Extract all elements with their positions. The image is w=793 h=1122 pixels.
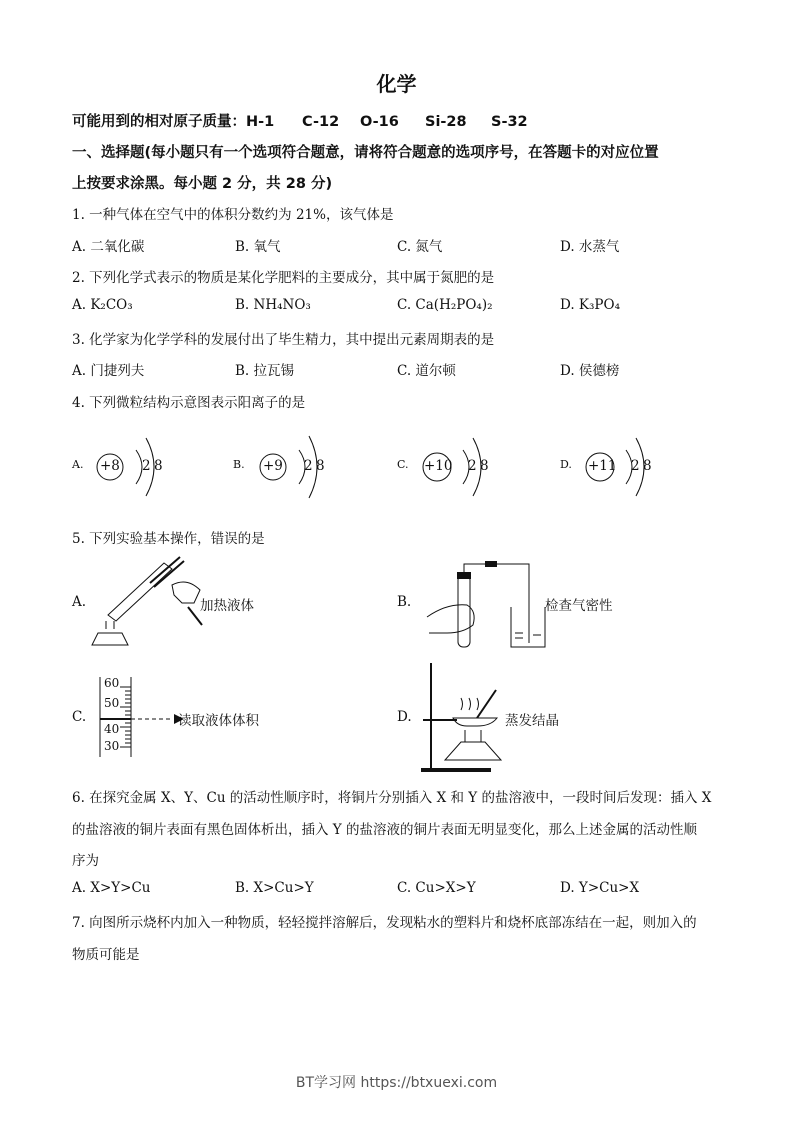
q1-option-b[interactable]: B. 氧气 [235, 239, 281, 255]
question-7-stem-line2: 物质可能是 [72, 947, 140, 963]
mass-c: C-12 [302, 114, 340, 130]
footer-watermark: BT学习网 https://btxuexi.com [295, 1075, 498, 1091]
mass-o: O-16 [360, 114, 399, 130]
q5-option-d[interactable] [397, 660, 617, 775]
scale-50: 50 [104, 696, 120, 710]
option-caption: 加热液体 [200, 598, 254, 614]
scale-30: 30 [104, 739, 120, 753]
q3-option-b[interactable]: B. 拉瓦锡 [235, 363, 295, 379]
q6-option-d[interactable]: D. Y>Cu>X [560, 880, 640, 896]
atomic-mass-line [72, 110, 528, 131]
q3-option-d[interactable]: D. 侯德榜 [560, 363, 620, 379]
page-title: 化学 [376, 72, 417, 96]
q2-option-d[interactable]: D. K₃PO₄ [560, 297, 620, 313]
q5-option-a[interactable] [72, 555, 292, 650]
option-letter: D. [397, 709, 412, 725]
q4-option-c[interactable] [397, 430, 537, 510]
shell-2: 8 [154, 458, 163, 474]
option-letter: A. [72, 458, 84, 471]
shell-2: 8 [643, 458, 652, 474]
q4-option-a[interactable] [72, 430, 212, 510]
q6-option-a[interactable]: A. X>Y>Cu [72, 880, 151, 896]
mass-s: S-32 [491, 114, 528, 130]
shell-1: 2 [142, 458, 151, 474]
q1-option-d[interactable]: D. 水蒸气 [560, 239, 620, 255]
option-letter: D. [560, 458, 572, 471]
option-letter: A. [72, 594, 87, 610]
mass-si: Si-28 [425, 114, 467, 130]
option-letter: B. [233, 458, 245, 471]
q3-option-a[interactable]: A. 门捷列夫 [72, 363, 145, 379]
q5-option-b[interactable] [397, 555, 657, 650]
shell-1: 2 [304, 458, 313, 474]
scale-60: 60 [104, 676, 120, 690]
nucleus-charge: +8 [100, 458, 120, 474]
option-caption: 读取液体体积 [178, 713, 259, 729]
mass-h: H-1 [246, 114, 275, 130]
q5-option-c[interactable] [72, 672, 292, 762]
option-caption: 检查气密性 [545, 598, 613, 614]
section-heading-line2: 上按要求涂黑。每小题 2 分，共 28 分) [72, 176, 333, 192]
shell-1: 2 [631, 458, 640, 474]
option-letter: C. [397, 458, 409, 471]
nucleus-charge: +10 [424, 458, 453, 474]
q3-option-c[interactable]: C. 道尔顿 [397, 363, 456, 379]
shell-1: 2 [468, 458, 477, 474]
q2-option-b[interactable]: B. NH₄NO₃ [235, 297, 311, 313]
q1-option-c[interactable]: C. 氮气 [397, 239, 443, 255]
nucleus-charge: +11 [588, 458, 617, 474]
question-4-stem: 4. 下列微粒结构示意图表示阳离子的是 [72, 395, 306, 411]
question-3-stem: 3. 化学家为化学学科的发展付出了毕生精力，其中提出元素周期表的是 [72, 332, 495, 348]
q6-option-c[interactable]: C. Cu>X>Y [397, 880, 476, 896]
question-5-stem: 5. 下列实验基本操作，错误的是 [72, 531, 265, 547]
question-2-stem: 2. 下列化学式表示的物质是某化学肥料的主要成分，其中属于氮肥的是 [72, 270, 495, 286]
option-letter: B. [397, 594, 412, 610]
question-7-stem-line1: 7. 向图所示烧杯内加入一种物质，轻轻搅拌溶解后，发现粘水的塑料片和烧杯底部冻结在一起，则加入的 [72, 915, 697, 931]
question-6-stem-line2: 的盐溶液的铜片表面有黑色固体析出，插入 Y 的盐溶液的铜片表面无明显变化，那么上述金属的活动性顺 [72, 822, 697, 838]
section-heading-line1: 一、选择题(每小题只有一个选项符合题意，请将符合题意的选项序号，在答题卡的对应位置 [72, 145, 659, 161]
q4-option-b[interactable] [233, 430, 373, 510]
option-caption: 蒸发结晶 [505, 713, 559, 729]
q1-option-a[interactable]: A. 二氧化碳 [72, 239, 145, 255]
q2-option-c[interactable]: C. Ca(H₂PO₄)₂ [397, 297, 493, 313]
option-letter: C. [72, 709, 87, 725]
q4-option-d[interactable] [560, 430, 700, 510]
shell-2: 8 [316, 458, 325, 474]
question-1-stem: 1. 一种气体在空气中的体积分数约为 21%，该气体是 [72, 207, 394, 223]
nucleus-charge: +9 [263, 458, 283, 474]
atomic-mass-label: 可能用到的相对原子质量： [72, 114, 246, 130]
question-6-stem-line3: 序为 [72, 853, 99, 869]
q2-option-a[interactable]: A. K₂CO₃ [72, 297, 133, 313]
scale-40: 40 [104, 722, 120, 736]
q6-option-b[interactable]: B. X>Cu>Y [235, 880, 314, 896]
question-6-stem-line1: 6. 在探究金属 X、Y、Cu 的活动性顺序时，将铜片分别插入 X 和 Y 的盐溶液中，一段时间后发现：插入 X [72, 790, 712, 806]
shell-2: 8 [480, 458, 489, 474]
